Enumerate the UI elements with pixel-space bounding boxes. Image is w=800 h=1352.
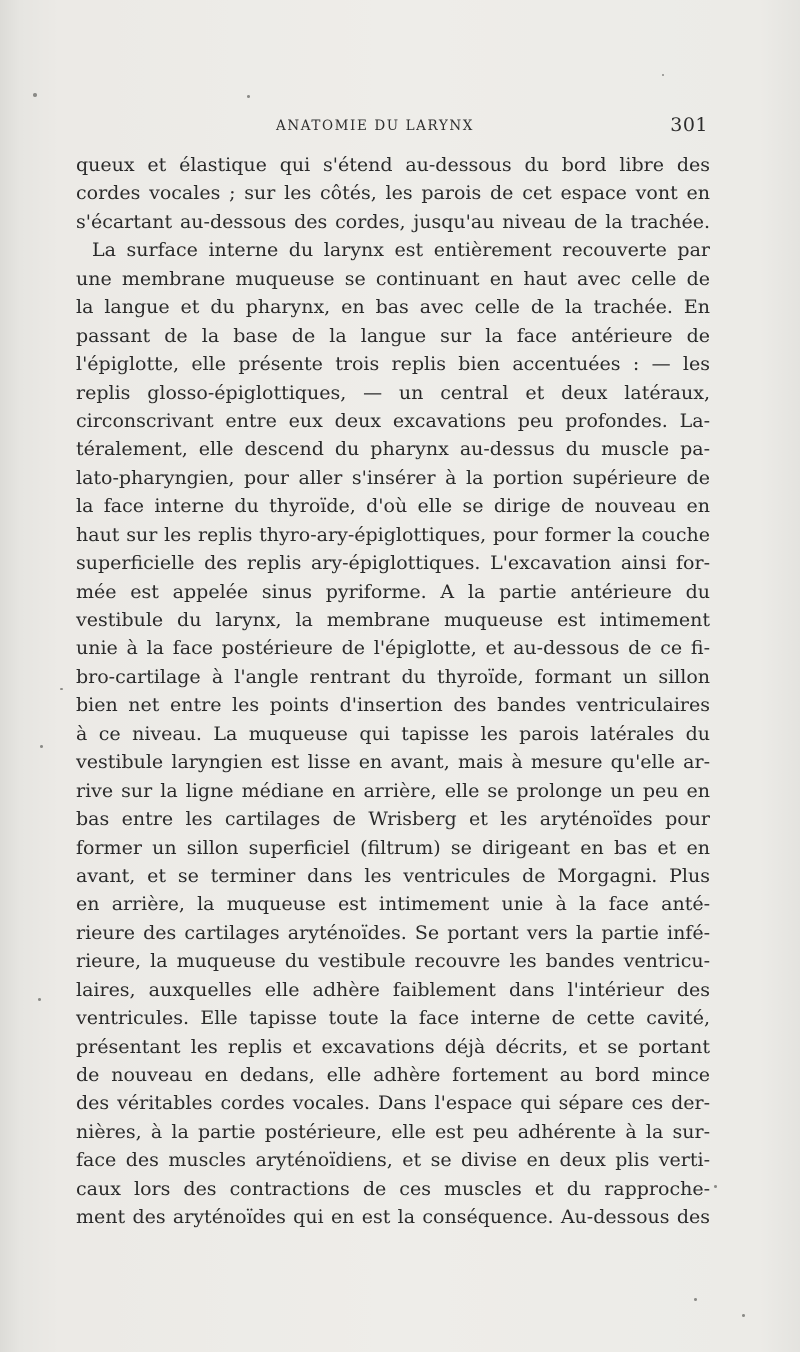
body-text — [76, 151, 710, 1232]
text-line: rieure, la muqueuse du vestibule recouvre les bandes ventricu- — [76, 950, 710, 973]
text-line: téralement, elle descend du pharynx au-dessus du muscle pa- — [76, 438, 710, 461]
text-line: cordes vocales ; sur les côtés, les parois de cet espace vont en — [76, 182, 710, 205]
paragraph-1 — [76, 151, 710, 236]
text-line: haut sur les replis thyro-ary-épiglottiques, pour former la couche — [76, 523, 710, 546]
text-line: une membrane muqueuse se continuant en haut avec celle de — [76, 267, 710, 290]
text-line: queux et élastique qui s'étend au-dessous du bord libre des — [76, 154, 710, 176]
text-line: nières, à la partie postérieure, elle est peu adhérente à la sur- — [76, 1120, 710, 1143]
text-line: ventricules. Elle tapisse toute la face interne de cette cavité, — [76, 1007, 710, 1030]
text-line: bien net entre les points d'insertion des bandes ventriculaires — [76, 694, 710, 717]
text-line: l'épiglotte, elle présente trois replis bien accentuées : — les — [76, 353, 710, 376]
text-line: laires, auxquelles elle adhère faiblement dans l'intérieur des — [76, 978, 710, 1001]
print-speck — [247, 95, 250, 98]
text-line: s'écartant au-dessous des cordes, jusqu'au niveau de la trachée. — [76, 210, 710, 233]
text-line: des véritables cordes vocales. Dans l'espace qui sépare ces der- — [76, 1092, 710, 1115]
print-speck — [694, 1298, 697, 1301]
print-speck — [33, 93, 37, 97]
text-line: former un sillon superficiel (filtrum) se dirigeant en bas et en — [76, 836, 710, 859]
text-line: bro-cartilage à l'angle rentrant du thyroïde, formant un sillon — [76, 665, 710, 688]
text-line: lato-pharyngien, pour aller s'insérer à la portion supérieure de — [76, 466, 710, 489]
text-line: avant, et se terminer dans les ventricules de Morgagni. Plus — [76, 864, 710, 887]
text-line: ment des aryténoïdes qui en est la conséquence. Au-dessous des — [76, 1206, 710, 1229]
text-line: mée est appelée sinus pyriforme. A la partie antérieure du — [76, 580, 710, 603]
text-line: rieure des cartilages aryténoïdes. Se portant vers la partie infé- — [76, 921, 710, 944]
text-line: unie à la face postérieure de l'épiglotte, et au-dessous de ce fi- — [76, 637, 710, 660]
text-line: passant de la base de la langue sur la face antérieure de — [76, 324, 710, 347]
print-speck — [40, 745, 43, 748]
text-line: vestibule du larynx, la membrane muqueuse est intimement — [76, 609, 710, 631]
text-line: face des muscles aryténoïdiens, et se divise en deux plis verti- — [76, 1149, 710, 1172]
print-speck — [742, 1314, 745, 1317]
page-number: 301 — [670, 114, 708, 136]
text-line: vestibule laryngien est lisse en avant, mais à mesure qu'elle ar- — [76, 751, 710, 774]
text-line: en arrière, la muqueuse est intimement unie à la face anté- — [76, 893, 710, 916]
text-line: superficielle des replis ary-épiglottiques. L'excavation ainsi for- — [76, 552, 710, 575]
text-line: circonscrivant entre eux deux excavations peu profondes. La- — [76, 409, 710, 432]
print-speck — [714, 1185, 717, 1188]
text-line: à ce niveau. La muqueuse qui tapisse les parois latérales du — [76, 722, 710, 745]
text-line: de nouveau en dedans, elle adhère fortement au bord mince — [76, 1064, 710, 1086]
text-line: La surface interne du larynx est entièrement recouverte par — [92, 239, 710, 262]
text-line: replis glosso-épiglottiques, — un central et deux latéraux, — [76, 381, 710, 404]
text-line: rive sur la ligne médiane en arrière, elle se prolonge un peu en — [76, 779, 710, 802]
text-line: présentant les replis et excavations déjà décrits, et se portant — [76, 1035, 710, 1058]
running-title: ANATOMIE DU LARYNX — [275, 118, 475, 134]
print-speck — [60, 688, 63, 690]
text-line: la langue et du pharynx, en bas avec celle de la trachée. En — [76, 296, 710, 319]
print-speck — [662, 74, 664, 76]
text-line: la face interne du thyroïde, d'où elle se dirige de nouveau en — [76, 495, 710, 518]
text-line: bas entre les cartilages de Wrisberg et les aryténoïdes pour — [76, 808, 710, 831]
page-header — [76, 114, 710, 144]
print-speck — [38, 998, 41, 1001]
text-line: caux lors des contractions de ces muscles et du rapproche- — [76, 1177, 710, 1200]
paragraph-2 — [76, 236, 710, 1231]
